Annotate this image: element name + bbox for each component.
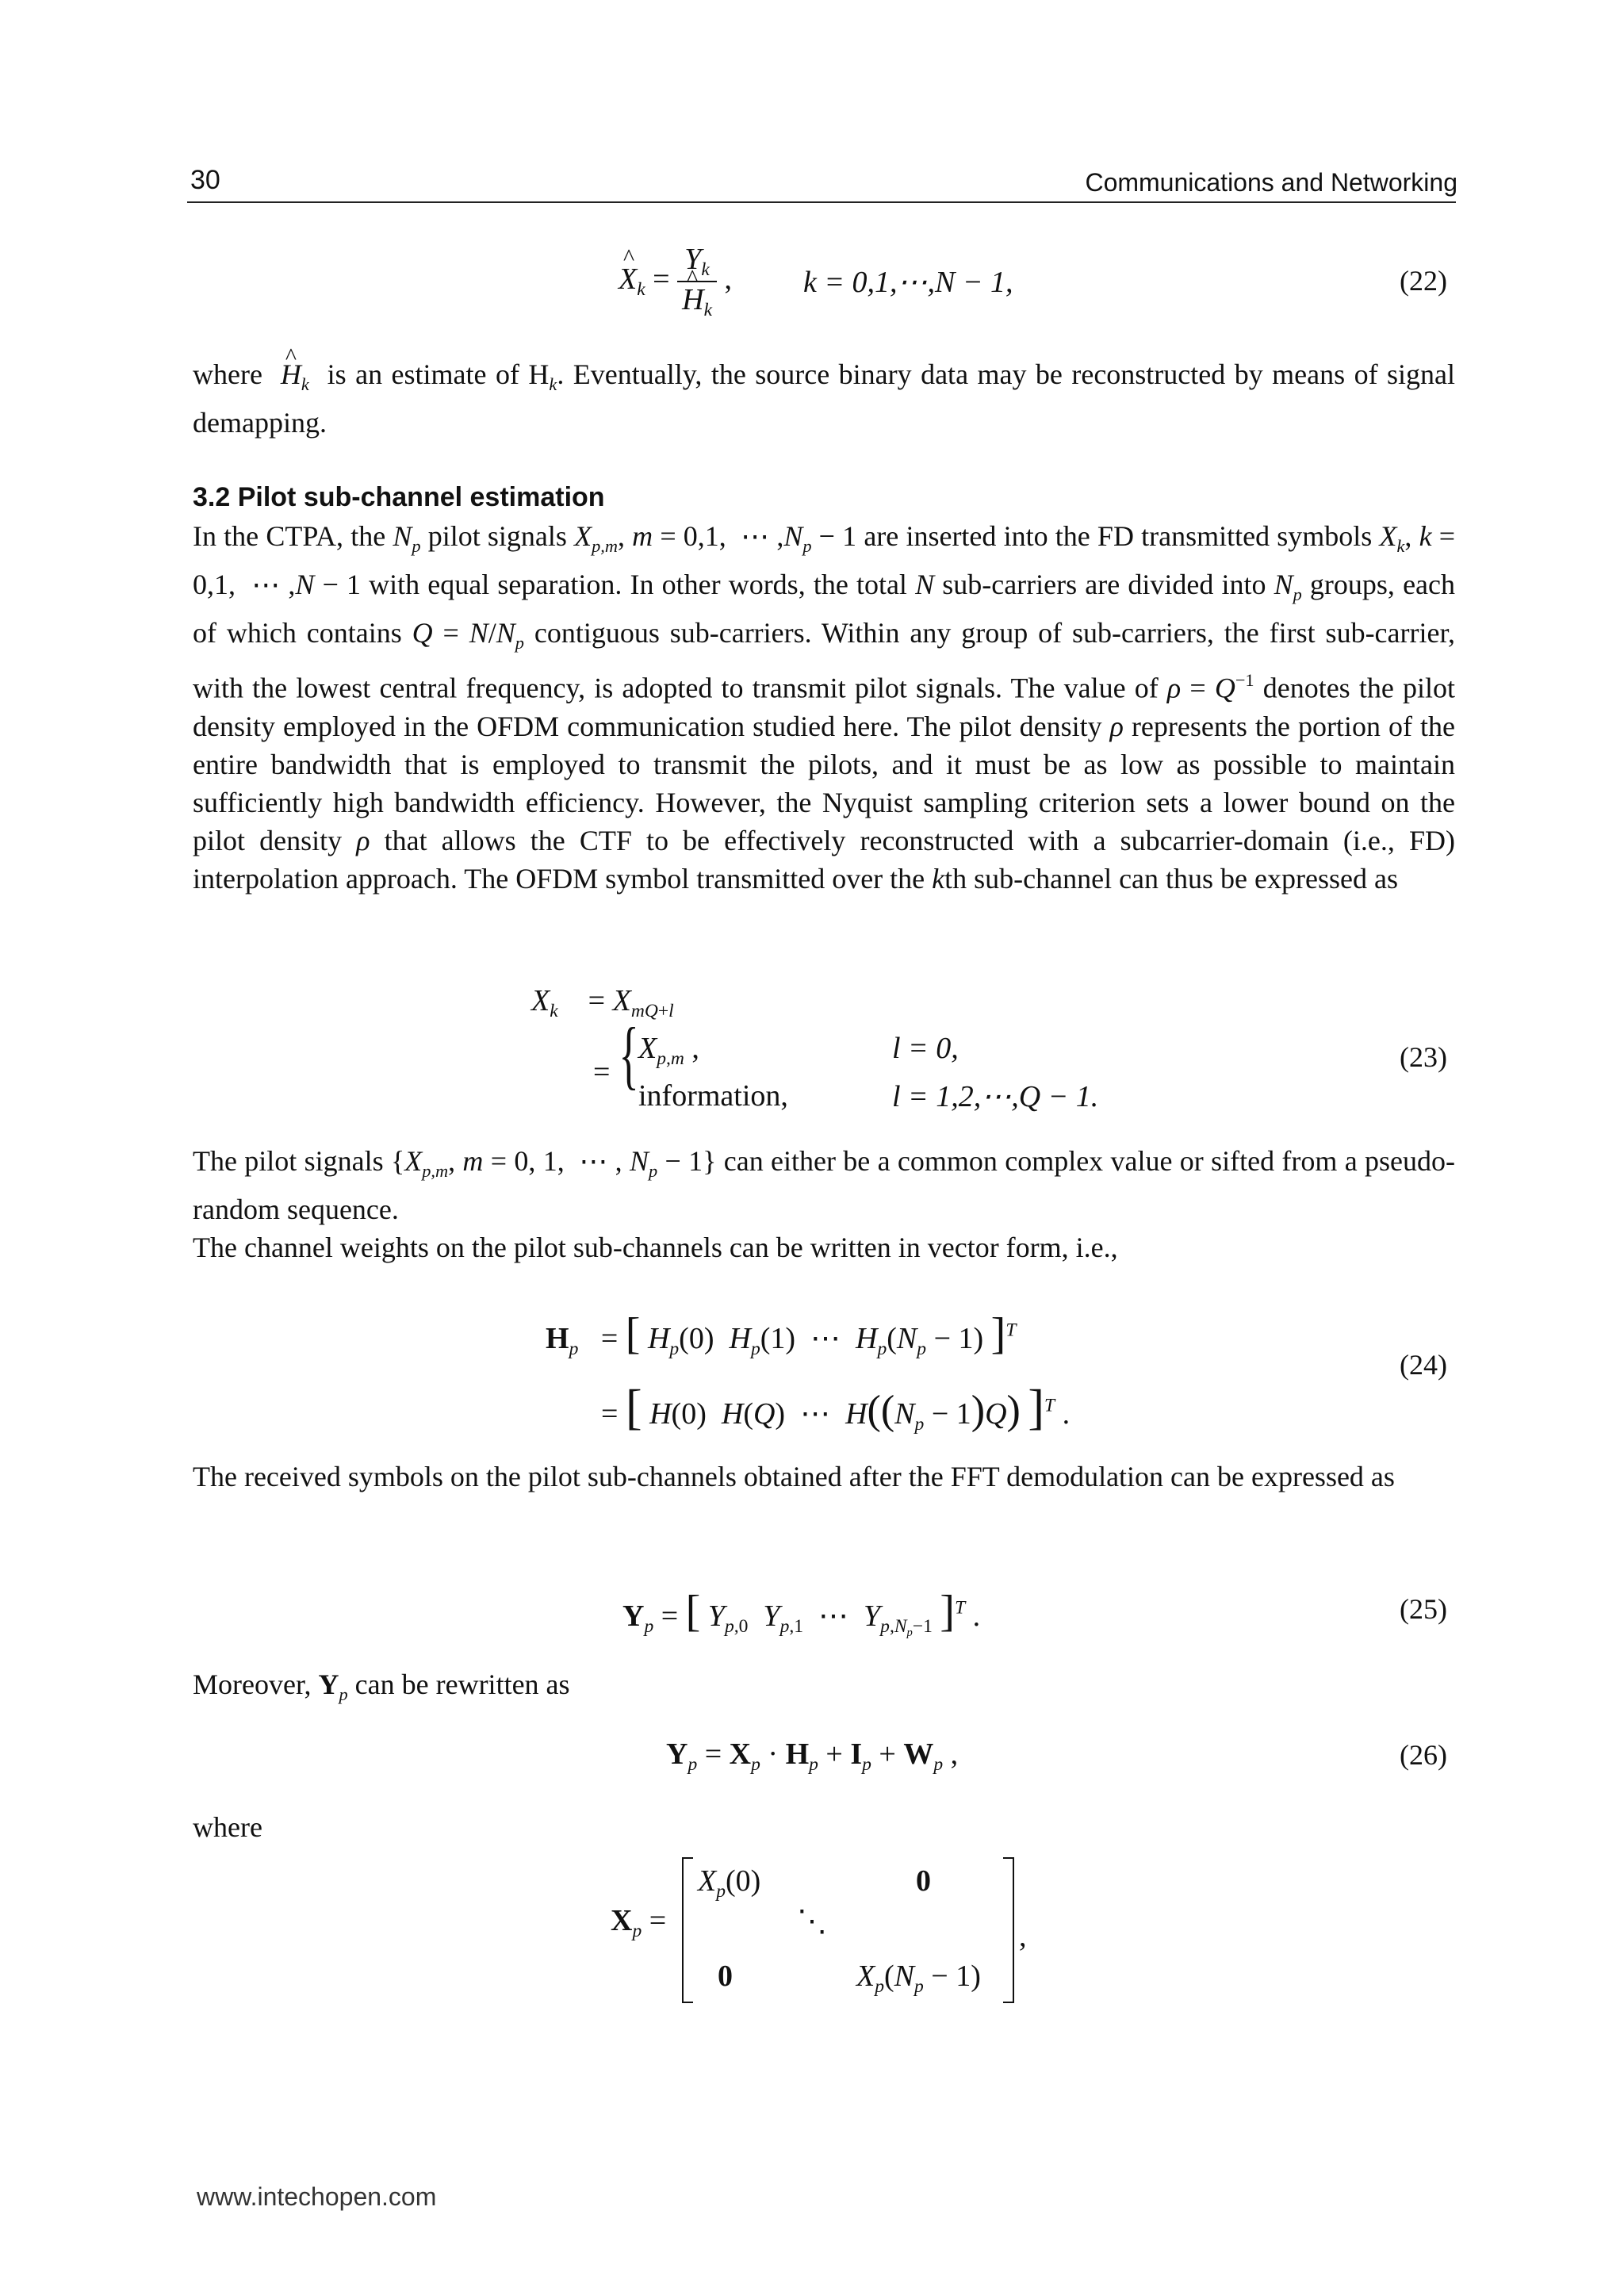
equation-24-line1: $H_p$ = [ $H_p(0)$ $H_p(1)$ ⋯ $H_p(N_p - 1)$ ]$^T$ xyxy=(546,1309,1017,1360)
equation-23-brace: { xyxy=(619,1012,639,1097)
equation-number-24: (24) xyxy=(1400,1349,1447,1381)
section-heading: 3.2 Pilot sub-channel estimation xyxy=(193,482,605,512)
paragraph-pilot-sequence: The pilot signals {$X_{p,m}$, m = 0, 1, ⋯ , $N_p - 1$} can either be a common complex value or sifted from a pseudo-random sequence. The channel weights on the pilot sub-channels can be written in vector form, i.e., xyxy=(193,1145,1455,1263)
equation-26: $Y_p = X_p \cdot H_p + I_p + W_p$ , xyxy=(666,1737,959,1776)
matrix-entry-12: 0 xyxy=(916,1864,931,1898)
paragraph-where: where xyxy=(193,1811,262,1843)
equation-number-22: (22) xyxy=(1400,265,1447,297)
matrix-xp-label: $X_p$ = xyxy=(611,1904,667,1942)
paragraph-pilot-signals: In the CTPA, the $N_p$ pilot signals $X_{p,m}$, m = 0,1, ⋯ $,N_p - 1$ are inserted into the FD transmitted symbols $X_k$, k = 0,1, ⋯ ,N − 1 with equal separation. In other words, the total N sub-carriers are divided into $N_p$ groups, each of which contains $Q = N/N_p$ contiguous sub-carriers. Within any group of sub-carriers, the first sub-carrier, with the lowest central frequency, is adopted to transmit pilot signals. The value of $\rho = Q^{-1}$ denotes the pilot density employed in the OFDM communication studied here. The pilot density ρ represents the portion of the entire bandwidth that is employed to transmit the pilots, and it must be as low as possible to maintain sufficiently high bandwidth efficiency. However, the Nyquist sampling criterion sets a lower bound on the pilot density ρ that allows the CTF to be effectively reconstructed with a subcarrier-domain (i.e., FD) interpolation approach. The OFDM symbol transmitted over the kth sub-channel can thus be expressed as xyxy=(193,520,1456,895)
equation-number-25: (25) xyxy=(1400,1593,1447,1625)
equation-23-eq-sign: = xyxy=(593,1055,611,1089)
matrix-right-bracket xyxy=(1003,1857,1014,2003)
equation-22: ^ $X_k$ = $Y_k$ ^ $H_k$ , xyxy=(619,242,732,321)
equation-22-range: k = 0,1,⋯,N − 1, xyxy=(803,266,1013,299)
matrix-comma: , xyxy=(1019,1920,1027,1953)
matrix-left-bracket xyxy=(682,1857,693,2003)
running-title: Communications and Networking xyxy=(1085,168,1457,197)
equation-number-26: (26) xyxy=(1400,1739,1447,1771)
matrix-entry-22: $X_p(N_p - 1)$ xyxy=(856,1960,981,1998)
page-number: 30 xyxy=(190,165,220,195)
paragraph-moreover: Moreover, $Y_p$ can be rewritten as xyxy=(193,1668,570,1704)
matrix-entry-11: $X_p(0)$ xyxy=(698,1864,761,1902)
footer-url[interactable]: www.intechopen.com xyxy=(197,2182,437,2211)
header-rule xyxy=(187,201,1456,203)
equation-23-case1: $X_{p,m}$ , xyxy=(638,1032,699,1070)
equation-23-case1-cond: l = 0, xyxy=(892,1032,959,1065)
equation-23: $X_k$ = $X_{mQ+l}$ xyxy=(531,984,674,1022)
equation-25: $Y_p$ = [ $Y_{p,0}$ $Y_{p,1}$ ⋯ $Y_{p,N_p-1}$ ]$^T$ . xyxy=(622,1587,981,1640)
equation-23-case2: information, xyxy=(638,1079,788,1113)
equation-24-line2: = [ H(0) H(Q) ⋯ $H((N_p - 1)Q)$ ]$^T$ . xyxy=(601,1381,1071,1435)
matrix-ddots: ⋱ xyxy=(797,1905,827,1938)
equation-23-case2-cond: l = 1,2,⋯,Q − 1. xyxy=(892,1080,1099,1113)
paragraph-received-symbols: The received symbols on the pilot sub-channels obtained after the FFT demodulation can be expressed as xyxy=(193,1461,1395,1492)
equation-number-23: (23) xyxy=(1400,1041,1447,1073)
paragraph-where-estimate: where ^ $H_k$ is an estimate of $H_k$. Eventually, the source binary data may be reconstructed by means of signal demapping. xyxy=(193,355,1455,442)
matrix-entry-21: 0 xyxy=(718,1960,733,1993)
